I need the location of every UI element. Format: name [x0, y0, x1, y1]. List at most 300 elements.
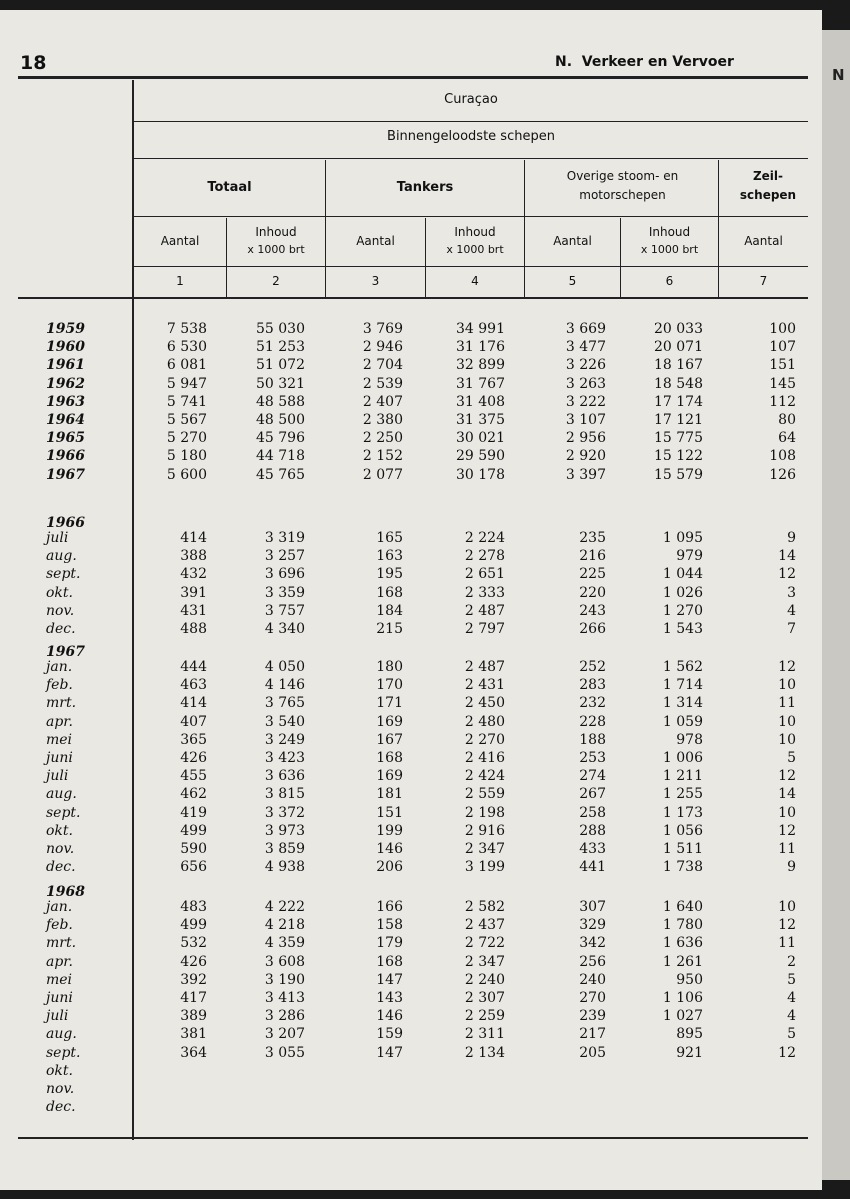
cell-col2: 55 030	[256, 321, 305, 337]
col4-unit: x 1000 brt	[446, 243, 504, 256]
group-zeilschepen: Zeil- schepen	[739, 169, 797, 202]
row-label: apr.	[46, 713, 73, 730]
cell-col7: 2	[787, 953, 796, 970]
cell-col7: 7	[787, 621, 796, 637]
section-year: 1967	[46, 644, 85, 660]
cell-col3: 143	[376, 990, 403, 1006]
section-title: N. Verkeer en Vervoer	[555, 54, 734, 70]
col-number-2: 2	[272, 274, 280, 288]
cell-col4: 2 437	[464, 917, 505, 934]
row-label: 1967	[46, 466, 85, 483]
cell-col5: 3 477	[565, 339, 606, 356]
cell-col3: 179	[376, 935, 403, 952]
cell-col5: 240	[579, 971, 606, 988]
cell-col4: 2 307	[464, 990, 505, 1006]
cell-col7: 9	[787, 530, 796, 546]
cell-col3: 166	[376, 899, 403, 915]
cell-col4: 2 270	[464, 731, 505, 748]
cell-col5: 220	[579, 584, 606, 601]
cell-col1: 414	[180, 695, 207, 712]
col3-header: Aantal	[356, 234, 395, 248]
cell-col5: 217	[579, 1026, 606, 1043]
cell-col3: 2 407	[362, 393, 403, 410]
cell-col7: 126	[769, 466, 796, 483]
facing-page-letter: N	[832, 66, 845, 84]
row-label: mei	[46, 971, 73, 988]
section-year: 1966	[46, 515, 85, 531]
col7-header: Aantal	[744, 234, 783, 248]
cell-col3: 206	[376, 859, 403, 876]
row-label: okt.	[46, 822, 73, 839]
row-label: juli	[46, 1008, 69, 1025]
cell-col1: 444	[180, 659, 207, 675]
cell-col6: 15 122	[654, 448, 703, 465]
cell-col4: 31 408	[456, 393, 505, 410]
cell-col6: 1 056	[662, 822, 703, 839]
row-label: dec.	[46, 621, 76, 637]
cell-col7: 11	[778, 841, 796, 857]
row-label: nov.	[46, 602, 75, 619]
cell-col7: 12	[778, 917, 796, 934]
row-label: apr.	[46, 953, 73, 970]
cell-col1: 5 180	[166, 448, 207, 465]
cell-col1: 532	[180, 935, 207, 952]
cell-col6: 1 255	[662, 786, 703, 803]
cell-col6: 1 640	[662, 899, 703, 915]
col-number-3: 3	[371, 274, 380, 288]
cell-col2: 4 218	[264, 917, 305, 934]
cell-col3: 168	[376, 953, 403, 970]
cell-col5: 228	[579, 713, 606, 730]
cell-col5: 288	[579, 822, 606, 839]
cell-col4: 2 431	[464, 677, 505, 694]
cell-col3: 199	[376, 822, 403, 839]
cell-col7: 151	[769, 357, 796, 374]
cell-col7: 80	[778, 412, 796, 428]
row-label: juli	[46, 530, 69, 546]
cell-col4: 2 311	[464, 1026, 505, 1043]
cell-col4: 30 021	[456, 430, 505, 447]
row-label: okt.	[46, 584, 73, 601]
cell-col3: 2 077	[362, 466, 403, 483]
cell-col7: 145	[769, 375, 796, 392]
cell-col2: 44 718	[256, 448, 305, 465]
cell-col2: 4 050	[264, 659, 305, 675]
cell-col7: 4	[787, 1008, 796, 1025]
cell-col6: 1 511	[662, 841, 703, 857]
cell-col4: 2 424	[464, 768, 505, 785]
cell-col4: 2 559	[464, 786, 505, 803]
cell-col4: 32 899	[456, 357, 505, 374]
cell-col7: 4	[787, 602, 796, 619]
cell-col5: 441	[579, 859, 606, 876]
cell-col7: 112	[769, 393, 796, 410]
row-label: aug.	[46, 1026, 77, 1043]
cell-col5: 270	[579, 990, 606, 1006]
cell-col4: 29 590	[456, 448, 505, 465]
cell-col2: 3 055	[264, 1044, 305, 1061]
cell-col7: 5	[787, 971, 796, 988]
cell-col4: 2 347	[464, 953, 505, 970]
cell-col2: 4 146	[264, 677, 305, 694]
header-bottom-rule	[18, 297, 808, 299]
row-label: 1961	[46, 357, 85, 374]
cell-col7: 9	[787, 859, 796, 876]
cell-col1: 5 947	[166, 375, 207, 392]
col6-header: Inhoud	[648, 225, 691, 239]
cell-col4: 34 991	[456, 321, 505, 337]
cell-col7: 12	[778, 1044, 796, 1061]
row-label: juni	[46, 990, 73, 1006]
cell-col3: 165	[376, 530, 403, 546]
header-rule-2	[134, 158, 808, 159]
cell-col5: 225	[579, 566, 606, 583]
cell-col1: 381	[180, 1026, 207, 1043]
cell-col4: 30 178	[456, 466, 505, 483]
cell-col5: 239	[579, 1008, 606, 1025]
cell-col4: 2 198	[464, 804, 505, 821]
col4-header: Inhoud	[454, 225, 496, 239]
cell-col2: 3 540	[264, 713, 305, 730]
cell-col7: 10	[778, 731, 796, 748]
table-subtitle: Binnengeloodste schepen	[387, 129, 555, 144]
cell-col5: 307	[579, 899, 606, 915]
cell-col5: 2 920	[565, 448, 606, 465]
row-label: 1960	[46, 339, 85, 356]
cell-col2: 3 423	[264, 750, 305, 766]
cell-col2: 3 257	[264, 548, 305, 565]
col2-unit: x 1000 brt	[247, 243, 305, 256]
cell-col6: 979	[676, 548, 703, 565]
cell-col6: 20 071	[654, 339, 703, 356]
cell-col6: 1 636	[662, 935, 703, 952]
cell-col5: 433	[579, 841, 606, 857]
cell-col1: 407	[180, 713, 207, 730]
cell-col4: 2 278	[464, 548, 505, 565]
cell-col3: 2 380	[362, 412, 403, 428]
cell-col2: 50 321	[256, 375, 305, 392]
group-tankers: Tankers	[396, 180, 454, 195]
cell-col6: 1 006	[662, 750, 703, 766]
cell-col1: 5 741	[166, 393, 207, 410]
cell-col7: 12	[778, 659, 796, 675]
cell-col5: 235	[579, 530, 606, 546]
cell-col7: 5	[787, 1026, 796, 1043]
col-number-5: 5	[568, 274, 577, 288]
cell-col5: 3 107	[565, 412, 606, 428]
cell-col1: 419	[180, 804, 207, 821]
cell-col7: 12	[778, 566, 796, 583]
row-label: dec.	[46, 859, 76, 876]
cell-col5: 3 226	[565, 357, 606, 374]
cell-col3: 184	[376, 602, 403, 619]
cell-col1: 590	[180, 841, 207, 857]
cell-col5: 205	[579, 1044, 606, 1061]
cell-col3: 169	[376, 768, 403, 785]
cell-col5: 216	[579, 548, 606, 565]
cell-col4: 2 487	[464, 659, 505, 675]
cell-col5: 243	[579, 602, 606, 619]
cell-col3: 146	[376, 1008, 403, 1025]
cell-col5: 3 222	[565, 393, 606, 410]
cell-col2: 51 253	[256, 339, 305, 356]
cell-col4: 2 416	[464, 750, 505, 766]
row-label: juli	[46, 768, 69, 785]
cell-col1: 7 538	[166, 321, 207, 337]
cell-col1: 656	[180, 859, 207, 876]
cell-col4: 2 797	[464, 621, 505, 637]
cell-col4: 2 722	[464, 935, 505, 952]
cell-col6: 1 211	[662, 768, 703, 785]
cell-col3: 2 152	[362, 448, 403, 465]
row-label: nov.	[46, 841, 75, 857]
cell-col6: 1 044	[662, 566, 703, 583]
cell-col1: 455	[180, 768, 207, 785]
cell-col5: 2 956	[565, 430, 606, 447]
cell-col5: 232	[579, 695, 606, 712]
cell-col2: 3 973	[264, 822, 305, 839]
cell-col2: 3 207	[264, 1026, 305, 1043]
cell-col6: 20 033	[654, 321, 703, 337]
row-label: 1964	[46, 412, 85, 428]
cell-col1: 5 270	[166, 430, 207, 447]
cell-col2: 48 500	[256, 412, 305, 428]
cell-col1: 488	[180, 621, 207, 637]
cell-col6: 1 270	[662, 602, 703, 619]
cell-col3: 168	[376, 584, 403, 601]
cell-col7: 4	[787, 990, 796, 1006]
group-totaal: Totaal	[207, 180, 252, 195]
cell-col6: 1 059	[662, 713, 703, 730]
cell-col6: 1 738	[662, 859, 703, 876]
header-rule-1	[134, 121, 808, 122]
cell-col3: 2 704	[362, 357, 403, 374]
cell-col5: 188	[579, 731, 606, 748]
row-label: juni	[46, 750, 73, 766]
cell-col5: 3 397	[565, 466, 606, 483]
cell-col1: 392	[180, 971, 207, 988]
bottom-rule	[18, 1137, 808, 1139]
cell-col1: 499	[180, 917, 207, 934]
cell-col6: 978	[676, 731, 703, 748]
cell-col5: 283	[579, 677, 606, 694]
row-label: aug.	[46, 548, 77, 565]
cell-col6: 15 579	[654, 466, 703, 483]
cell-col4: 2 240	[464, 971, 505, 988]
cell-col6: 1 173	[662, 804, 703, 821]
row-label: 1963	[46, 393, 85, 410]
row-label: mei	[46, 731, 73, 748]
top-rule	[18, 76, 808, 79]
cell-col4: 2 582	[464, 899, 505, 915]
col-number-6: 6	[665, 274, 674, 288]
col5-header: Aantal	[553, 234, 592, 248]
cell-col7: 107	[769, 339, 796, 356]
cell-col3: 171	[376, 695, 403, 712]
cell-col4: 2 224	[464, 530, 505, 546]
cell-col2: 3 190	[264, 971, 305, 988]
col2-header: Inhoud	[255, 225, 297, 239]
cell-col3: 181	[376, 786, 403, 803]
cell-col1: 5 567	[166, 412, 207, 428]
cell-col2: 3 608	[264, 953, 305, 970]
cell-col5: 256	[579, 953, 606, 970]
row-label: jan.	[46, 899, 73, 915]
cell-col3: 151	[376, 804, 403, 821]
cell-col3: 159	[376, 1026, 403, 1043]
cell-col3: 180	[376, 659, 403, 675]
group-overige: Overige stoom- en motorschepen	[566, 169, 679, 202]
cell-col5: 342	[579, 935, 606, 952]
row-label: jan.	[46, 659, 73, 675]
cell-col4: 2 487	[464, 602, 505, 619]
cell-col2: 3 859	[264, 841, 305, 857]
cell-col4: 31 375	[456, 412, 505, 428]
cell-col6: 921	[676, 1044, 703, 1061]
cell-col2: 48 588	[256, 393, 305, 410]
cell-col4: 2 480	[464, 713, 505, 730]
col-number-1: 1	[176, 274, 184, 288]
cell-col3: 215	[376, 621, 403, 637]
cell-col2: 3 413	[264, 990, 305, 1006]
row-label: okt.	[46, 1062, 73, 1079]
row-label: feb.	[46, 917, 73, 934]
cell-col1: 431	[180, 602, 207, 619]
cell-col4: 2 651	[464, 566, 505, 583]
cell-col5: 3 669	[565, 321, 606, 337]
cell-col1: 388	[180, 548, 207, 565]
cell-col6: 18 167	[654, 357, 703, 374]
cell-col2: 3 359	[264, 584, 305, 601]
cell-col6: 15 775	[654, 430, 703, 447]
row-label: aug.	[46, 786, 77, 803]
cell-col1: 6 530	[166, 339, 207, 356]
cell-col7: 14	[778, 786, 796, 803]
cell-col3: 169	[376, 713, 403, 730]
cell-col1: 432	[180, 566, 207, 583]
cell-col4: 31 176	[456, 339, 505, 356]
row-label: nov.	[46, 1081, 75, 1097]
cell-col1: 5 600	[166, 466, 207, 483]
cell-col5: 274	[579, 768, 606, 785]
cell-col2: 45 796	[256, 430, 305, 447]
cell-col2: 4 938	[264, 859, 305, 876]
region-title: Curaçao	[444, 92, 498, 107]
cell-col1: 414	[180, 530, 207, 546]
cell-col4: 2 347	[464, 841, 505, 857]
cell-col3: 2 946	[362, 339, 403, 356]
cell-col1: 426	[180, 953, 207, 970]
cell-col5: 258	[579, 804, 606, 821]
cell-col7: 12	[778, 768, 796, 785]
cell-col2: 51 072	[256, 357, 305, 374]
row-label: 1962	[46, 375, 85, 392]
cell-col6: 950	[676, 971, 703, 988]
cell-col6: 895	[676, 1026, 703, 1043]
cell-col7: 3	[787, 584, 796, 601]
cell-col4: 2 450	[464, 695, 505, 712]
cell-col6: 1 562	[662, 659, 703, 675]
cell-col6: 1 026	[662, 584, 703, 601]
cell-col2: 4 359	[264, 935, 305, 952]
row-label: sept.	[46, 566, 81, 583]
cell-col6: 1 106	[662, 990, 703, 1006]
row-label: dec.	[46, 1099, 76, 1116]
cell-col1: 499	[180, 822, 207, 839]
cell-col2: 4 222	[264, 899, 305, 915]
cell-col7: 10	[778, 899, 796, 915]
cell-col3: 147	[376, 1044, 403, 1061]
cell-col2: 3 372	[264, 804, 305, 821]
row-label: 1959	[46, 321, 85, 337]
col-number-4: 4	[471, 274, 479, 288]
cell-col2: 3 815	[264, 786, 305, 803]
cell-col5: 253	[579, 750, 606, 766]
cell-col7: 5	[787, 750, 796, 766]
cell-col3: 163	[376, 548, 403, 565]
cell-col3: 146	[376, 841, 403, 857]
cell-col5: 252	[579, 659, 606, 675]
cell-col1: 389	[180, 1008, 207, 1025]
cell-col2: 45 765	[256, 466, 305, 483]
cell-col5: 267	[579, 786, 606, 803]
page-number: 18	[20, 52, 47, 74]
cell-col4: 2 333	[464, 584, 505, 601]
cell-col2: 4 340	[264, 621, 305, 637]
cell-col5: 329	[579, 917, 606, 934]
cell-col1: 364	[180, 1044, 207, 1061]
cell-col3: 170	[376, 677, 403, 694]
cell-col2: 3 765	[264, 695, 305, 712]
cell-col4: 2 916	[464, 822, 505, 839]
cell-col1: 426	[180, 750, 207, 766]
cell-col2: 3 696	[264, 566, 305, 583]
cell-col4: 2 134	[464, 1044, 505, 1061]
cell-col3: 2 250	[362, 430, 403, 447]
facing-page-edge	[822, 30, 850, 1180]
cell-col6: 1 261	[662, 953, 703, 970]
col1-header: Aantal	[160, 234, 200, 248]
header-rule-4	[134, 266, 808, 267]
row-label: 1965	[46, 430, 85, 447]
cell-col1: 365	[180, 731, 207, 748]
cell-col3: 2 539	[362, 375, 403, 392]
cell-col2: 3 636	[264, 768, 305, 785]
cell-col6: 1 543	[662, 621, 703, 637]
cell-col7: 10	[778, 677, 796, 694]
cell-col6: 1 027	[662, 1008, 703, 1025]
cell-col4: 2 259	[464, 1008, 505, 1025]
cell-col1: 463	[180, 677, 207, 694]
section-year: 1968	[46, 884, 85, 900]
cell-col6: 1 095	[662, 530, 703, 546]
cell-col3: 3 769	[362, 321, 403, 337]
cell-col5: 266	[579, 621, 606, 637]
cell-col1: 6 081	[166, 357, 207, 374]
cell-col6: 1 714	[662, 677, 703, 694]
cell-col1: 483	[180, 899, 207, 915]
row-label: mrt.	[46, 935, 77, 952]
col6-unit: x 1000 brt	[640, 243, 699, 256]
cell-col2: 3 757	[264, 602, 305, 619]
cell-col3: 168	[376, 750, 403, 766]
cell-col6: 1 780	[662, 917, 703, 934]
cell-col7: 11	[778, 935, 796, 952]
cell-col4: 3 199	[464, 859, 505, 876]
cell-col3: 147	[376, 971, 403, 988]
header-rule-3	[134, 216, 808, 217]
cell-col7: 64	[778, 430, 796, 447]
